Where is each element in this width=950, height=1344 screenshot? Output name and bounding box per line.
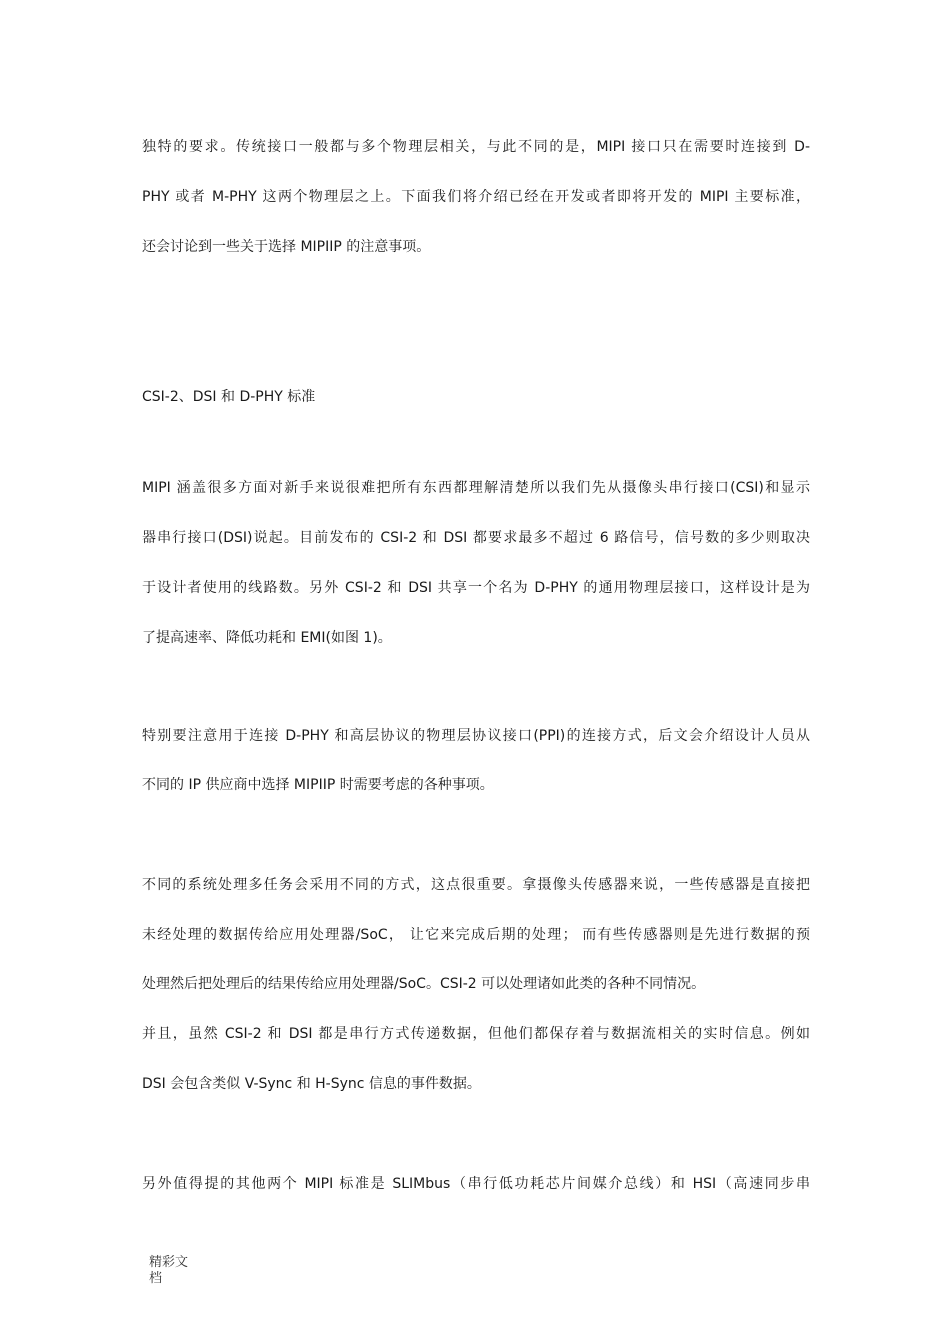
paragraph-line: PHY 或者 M-PHY 这两个物理层之上。下面我们将介绍已经在开发或者即将开发的 MIPI 主要标准， [142,189,810,205]
paragraph-line: 未经处理的数据传给应用处理器/SoC， 让它来完成后期的处理； 而有些传感器则是先进行数据的预 [142,927,810,943]
paragraph-line: 并且，虽然 CSI-2 和 DSI 都是串行方式传递数据，但他们都保存着与数据流相关的实时信息。例如 [142,1026,810,1042]
paragraph-line: 独特的要求。传统接口一般都与多个物理层相关，与此不同的是，MIPI 接口只在需要时连接到 D- [142,139,810,155]
paragraph-line: MIPI 涵盖很多方面对新手来说很难把所有东西都理解清楚所以我们先从摄像头串行接口(CSI)和显示 [142,480,810,496]
paragraph-line: 处理然后把处理后的结果传给应用处理器/SoC。CSI-2 可以处理诸如此类的各种不同情况。 [142,976,706,992]
paragraph-line: 另外值得提的其他两个 MIPI 标准是 SLIMbus（串行低功耗芯片间媒介总线）和 HSI（高速同步串 [142,1176,810,1192]
section-heading: CSI-2、DSI 和 D-PHY 标准 [142,389,316,405]
paragraph-line: 特别要注意用于连接 D-PHY 和高层协议的物理层协议接口(PPI)的连接方式，后文会介绍设计人员从 [142,728,810,744]
paragraph-line: 器串行接口(DSI)说起。目前发布的 CSI-2 和 DSI 都要求最多不超过 6 路信号，信号数的多少则取决 [142,530,810,546]
paragraph-line: 于设计者使用的线路数。另外 CSI-2 和 DSI 共享一个名为 D-PHY 的通用物理层接口，这样设计是为 [142,580,810,596]
paragraph-line: 了提高速率、降低功耗和 EMI(如图 1)。 [142,630,392,646]
paragraph-line: DSI 会包含类似 V-Sync 和 H-Sync 信息的事件数据。 [142,1076,481,1092]
paragraph-line: 还会讨论到一些关于选择 MIPIIP 的注意事项。 [142,239,431,255]
page-footer: 精彩文档 [149,1255,189,1286]
paragraph-line: 不同的 IP 供应商中选择 MIPIIP 时需要考虑的各种事项。 [142,777,494,793]
paragraph-line: 不同的系统处理多任务会采用不同的方式，这点很重要。拿摄像头传感器来说，一些传感器是直接把 [142,877,810,893]
